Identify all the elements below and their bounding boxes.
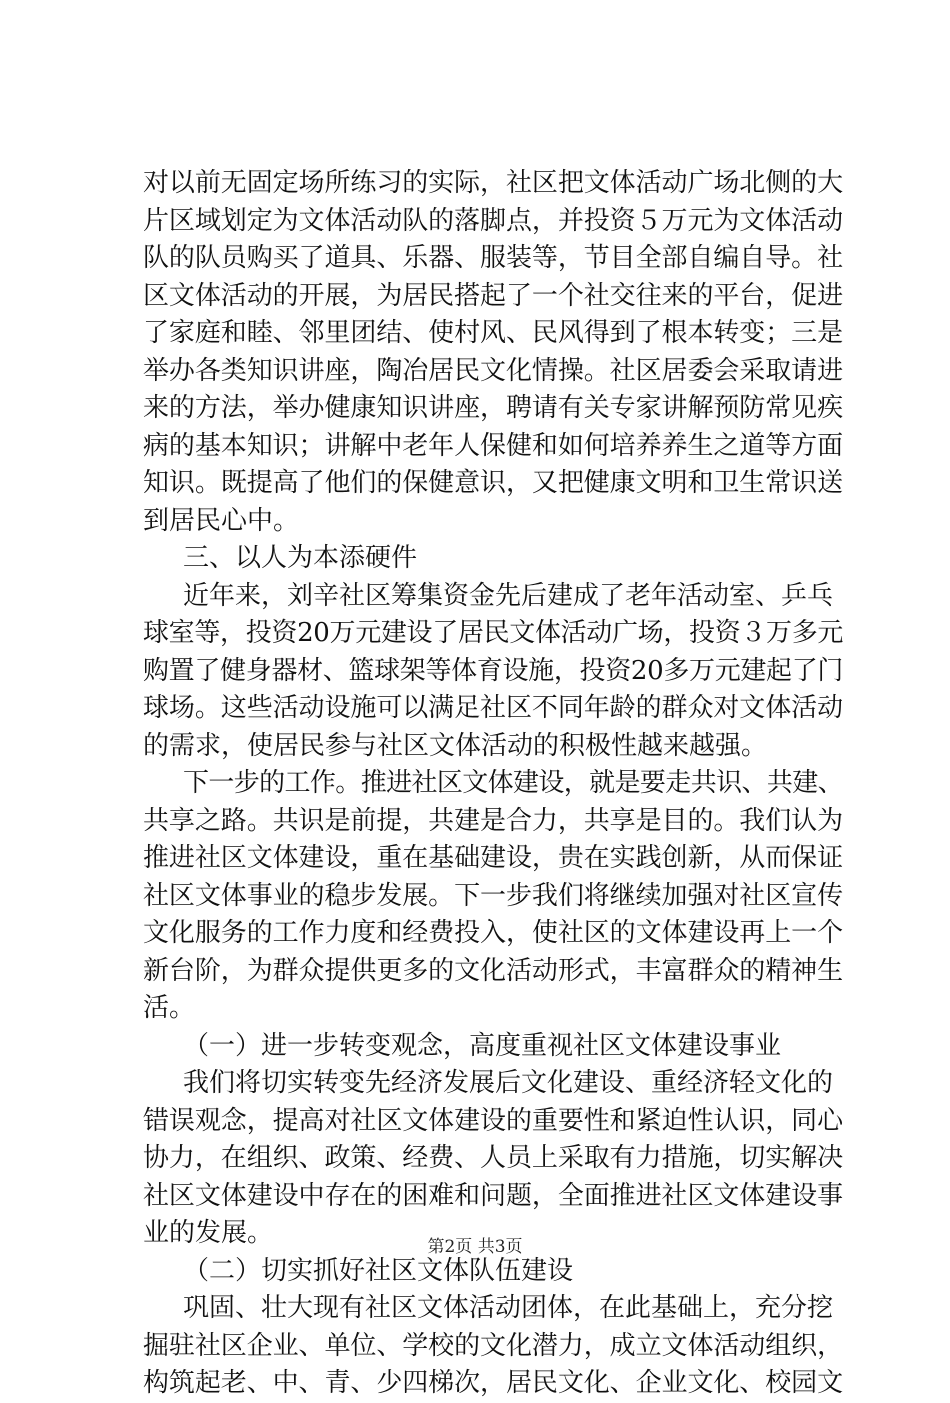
text-line: 构筑起老、中、青、少四梯次，居民文化、企业文化、校园文 bbox=[143, 1368, 844, 1398]
text-line: 知识。既提高了他们的保健意识，又把健康文明和卫生常识送 bbox=[143, 468, 844, 498]
text-line: 下一步的工作。推进社区文体建设，就是要走共识、共建、 bbox=[183, 768, 844, 798]
text-line: 球场。这些活动设施可以满足社区不同年龄的群众对文体活动 bbox=[143, 693, 844, 723]
text-line: 区文体活动的开展，为居民搭起了一个社交往来的平台，促进 bbox=[143, 280, 844, 311]
text-line: 三、以人为本添硬件 bbox=[183, 543, 418, 573]
text-line: （一）进一步转变观念，高度重视社区文体建设事业 bbox=[183, 1030, 782, 1061]
text-line: 协力，在组织、政策、经费、人员上采取有力措施，切实解决 bbox=[143, 1143, 844, 1173]
text-line: 活。 bbox=[143, 993, 196, 1023]
text-line: （二）切实抓好社区文体队伍建设 bbox=[183, 1255, 574, 1286]
text-line: 举办各类知识讲座，陶冶居民文化情操。社区居委会采取请进 bbox=[143, 355, 844, 386]
text-line: 文化服务的工作力度和经费投入，使社区的文体建设再上一个 bbox=[143, 918, 844, 948]
text-line: 片区域划定为文体活动队的落脚点，并投资５万元为文体活动 bbox=[143, 205, 844, 236]
text-line: 我们将切实转变先经济发展后文化建设、重经济轻文化的 bbox=[183, 1068, 834, 1098]
text-line: 巩固、壮大现有社区文体活动团体，在此基础上，充分挖 bbox=[183, 1293, 834, 1323]
text-line: 推进社区文体建设，重在基础建设，贵在实践创新，从而保证 bbox=[143, 843, 844, 873]
text-line: 到居民心中。 bbox=[143, 505, 300, 536]
text-line: 错误观念，提高对社区文体建设的重要性和紧迫性认识，同心 bbox=[143, 1105, 844, 1136]
document-body bbox=[143, 165, 843, 1403]
text-line: 的需求，使居民参与社区文体活动的积极性越来越强。 bbox=[143, 730, 768, 761]
text-line: 业的发展。 bbox=[143, 1218, 274, 1248]
text-line: 共享之路。共识是前提，共建是合力，共享是目的。我们认为 bbox=[143, 805, 844, 836]
text-line: 了家庭和睦、邻里团结、使村风、民风得到了根本转变；三是 bbox=[143, 318, 844, 348]
text-line: 近年来，刘辛社区筹集资金先后建成了老年活动室、乒乓 bbox=[183, 580, 834, 611]
text-line: 球室等，投资20万元建设了居民文体活动广场，投资３万多元 bbox=[143, 618, 844, 648]
page-footer: 第2页 共3页 bbox=[427, 1237, 523, 1257]
text-line: 新台阶，为群众提供更多的文化活动形式，丰富群众的精神生 bbox=[143, 955, 844, 986]
text-line: 社区文体建设中存在的困难和问题，全面推进社区文体建设事 bbox=[143, 1180, 844, 1211]
text-line: 社区文体事业的稳步发展。下一步我们将继续加强对社区宣传 bbox=[143, 880, 844, 911]
text-line: 队的队员购买了道具、乐器、服装等，节目全部自编自导。社 bbox=[143, 243, 844, 273]
text-line: 病的基本知识；讲解中老年人保健和如何培养养生之道等方面 bbox=[143, 430, 844, 461]
text-line: 掘驻社区企业、单位、学校的文化潜力，成立文体活动组织， bbox=[143, 1330, 844, 1361]
text-line: 购置了健身器材、篮球架等体育设施，投资20多万元建起了门 bbox=[143, 655, 844, 686]
text-line: 对以前无固定场所练习的实际，社区把文体活动广场北侧的大 bbox=[143, 168, 844, 198]
text-line: 来的方法，举办健康知识讲座，聘请有关专家讲解预防常见疾 bbox=[143, 393, 844, 423]
